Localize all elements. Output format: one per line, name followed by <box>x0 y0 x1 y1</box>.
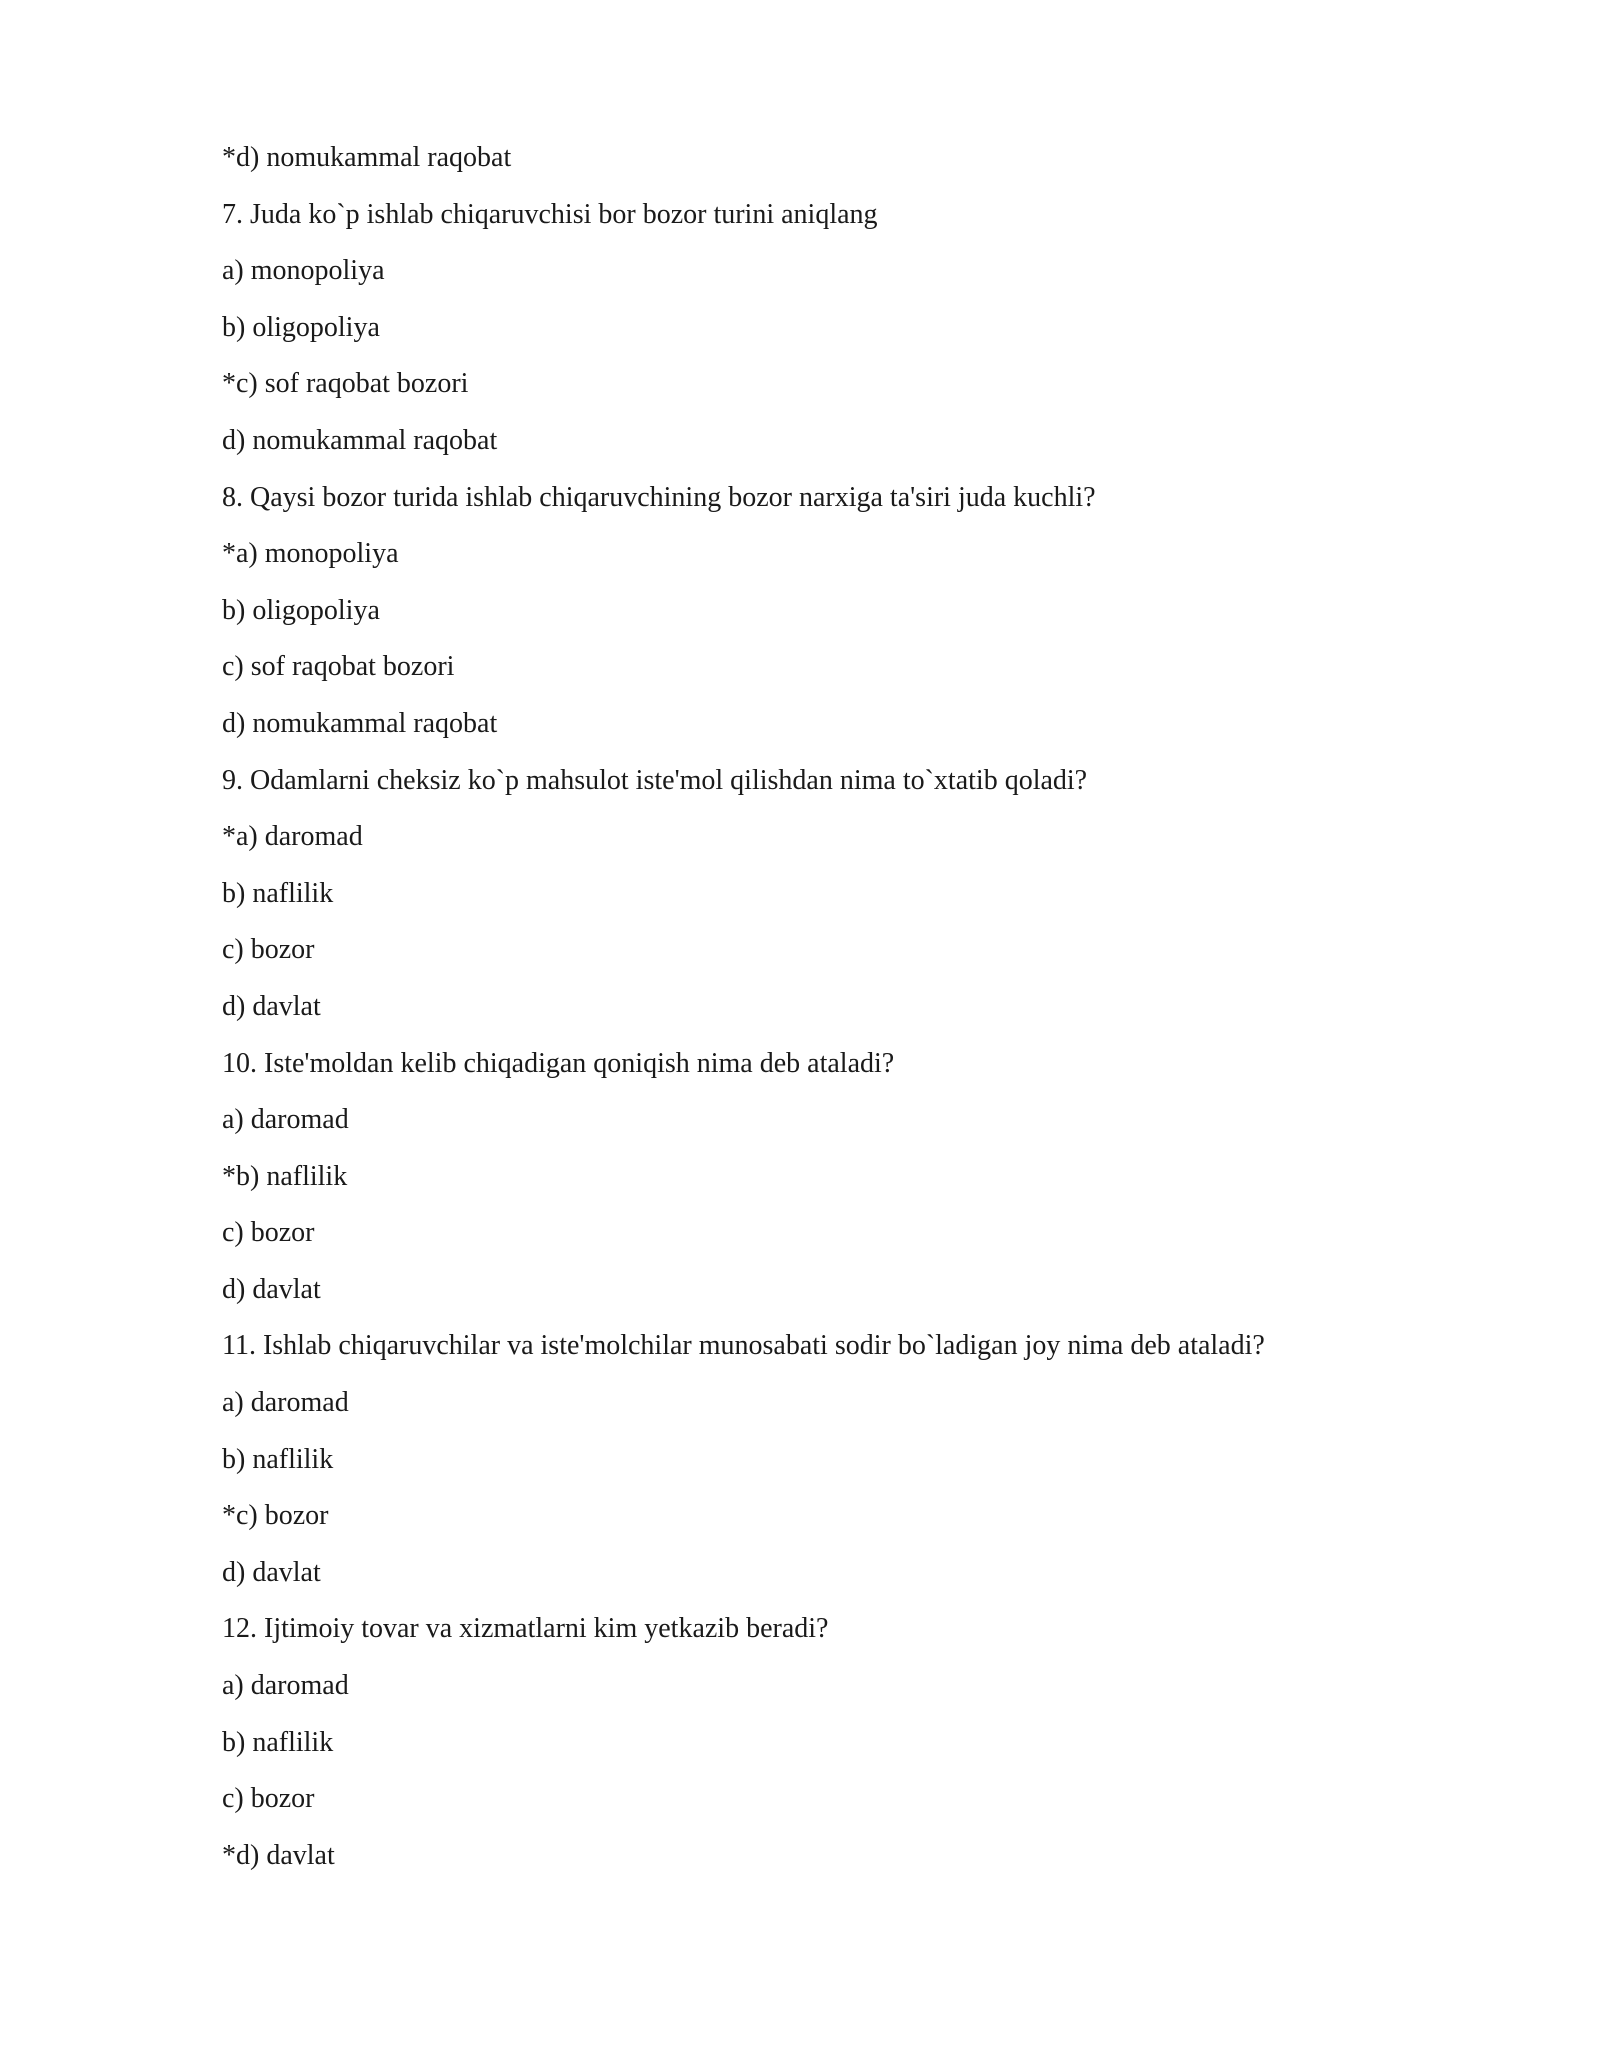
answer-option: b) oligopoliya <box>222 311 380 343</box>
answer-option: *c) bozor <box>222 1500 329 1532</box>
answer-option: d) nomukammal raqobat <box>222 707 498 739</box>
answer-option: *a) monopoliya <box>222 538 399 570</box>
answer-option: *a) daromad <box>222 821 363 853</box>
answer-option: b) naflilik <box>222 1726 334 1758</box>
document-body <box>222 142 1452 1896</box>
answer-option: a) daromad <box>222 1387 349 1419</box>
answer-option: b) naflilik <box>222 1443 334 1475</box>
answer-option: a) monopoliya <box>222 255 385 287</box>
answer-option: *d) davlat <box>222 1839 335 1871</box>
answer-option: c) sof raqobat bozori <box>222 651 455 683</box>
answer-option: b) oligopoliya <box>222 594 380 626</box>
question-12: 12. Ijtimoiy tovar va xizmatlarni kim yetkazib beradi? <box>222 1613 829 1645</box>
question-9: 9. Odamlarni cheksiz ko`p mahsulot iste'mol qilishdan nima to`xtatib qoladi? <box>222 764 1088 796</box>
answer-option: b) naflilik <box>222 877 334 909</box>
question-7: 7. Juda ko`p ishlab chiqaruvchisi bor bozor turini aniqlang <box>222 198 878 230</box>
answer-option: *b) naflilik <box>222 1160 348 1192</box>
answer-option: c) bozor <box>222 1783 315 1815</box>
answer-option: d) nomukammal raqobat <box>222 424 498 456</box>
question-8: 8. Qaysi bozor turida ishlab chiqaruvchining bozor narxiga ta'siri juda kuchli? <box>222 481 1096 513</box>
answer-option: c) bozor <box>222 1217 315 1249</box>
answer-option: d) davlat <box>222 1556 321 1588</box>
answer-option: *d) nomukammal raqobat <box>222 142 512 173</box>
answer-option: a) daromad <box>222 1104 349 1136</box>
answer-option: d) davlat <box>222 990 321 1022</box>
answer-option: a) daromad <box>222 1670 349 1702</box>
answer-option: d) davlat <box>222 1273 321 1305</box>
question-10: 10. Iste'moldan kelib chiqadigan qoniqish nima deb ataladi? <box>222 1047 895 1079</box>
answer-option: c) bozor <box>222 934 315 966</box>
question-11: 11. Ishlab chiqaruvchilar va iste'molchilar munosabati sodir bo`ladigan joy nima deb ataladi? <box>222 1330 1265 1362</box>
answer-option: *c) sof raqobat bozori <box>222 368 469 400</box>
